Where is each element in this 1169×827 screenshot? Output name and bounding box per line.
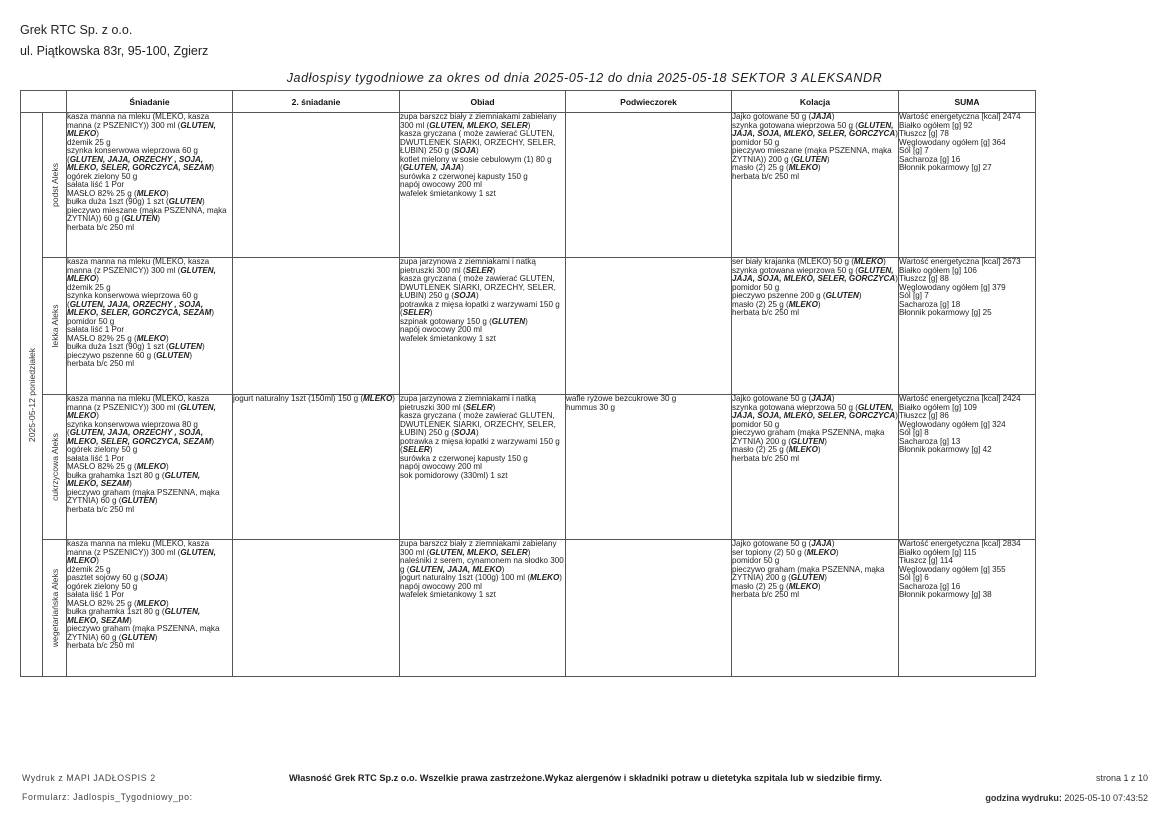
allergen-text: GLUTEN, JAJA, SOJA, MLEKO, SELER, GORCZYCA [732,265,896,283]
meal-item: szynka konserwowa wieprzowa 60 g (GLUTEN, JAJA, ORZECHY , SOJA, MLEKO, SELER, GORCZYCA, SEZAM) [67,146,215,172]
meal-item: sałata liść 1 Por [67,180,125,189]
meal-item: masło (2) 25 g (MLEKO) [732,299,821,309]
nutrition-line: Błonnik pokarmowy [g] 27 [899,163,992,172]
meal-item: MASŁO 82% 25 g (MLEKO) [67,598,169,608]
nutrition-line: Sól [g] 7 [899,291,929,300]
allergen-text: GLUTEN [168,342,202,351]
meal-item: potrawka z mięsa łopatki z warzywami 150 g (SELER) [400,299,560,317]
footer-rights: Własność Grek RTC Sp.z o.o. Wszelkie prawa zastrzeżone.Wykaz alergenów i składniki potraw u dietetyka szpitala lub w siedzibie firmy. [289,773,882,783]
menu-row [21,540,1036,677]
meal-item: Jajko gotowane 50 g (JAJA) [732,394,835,403]
diet-label: cukrzycowa Aleks [49,433,60,501]
nutrition-line: Białko ogółem [g] 115 [899,547,977,557]
menu-body [21,113,1036,677]
meal-cell-2-sniadanie [233,395,400,540]
allergen-text: MLEKO [136,188,166,198]
day-label: 2025-05-12 poniedziałek [26,347,37,442]
nutrition-line: Tłuszcz [g] 86 [899,411,949,420]
allergen-text: GLUTEN [790,573,825,582]
col-header-podwieczorek: Podwieczorek [566,91,732,113]
allergen-text: MLEKO [530,573,560,582]
meal-cell-obiad [400,113,566,258]
diet-cell [43,113,67,258]
allergen-text: GLUTEN [121,496,155,505]
footer-source: Wydruk z MAPI JADŁOSPIS 2 [22,773,156,783]
allergen-text: JAJA [811,539,832,548]
meal-item: ogórek zielony 50 g [67,171,138,181]
nutrition-line: Wartość energetyczna [kcal] 2673 [899,257,1021,266]
allergen-text: GLUTEN, JAJA, ORZECHY , SOJA, MLEKO, SELER, GORCZYCA, SEZAM [67,154,212,172]
meal-item: masło (2) 25 g (MLEKO) [732,445,821,454]
company-address: ul. Piątkowska 83r, 95-100, Zgierz [20,44,209,58]
allergen-text: GLUTEN, MLEKO [67,402,216,420]
allergen-text: GLUTEN, MLEKO, SEZAM [67,607,201,625]
meal-item: bułka duża 1szt (90g) 1 szt (GLUTEN) [67,197,205,206]
print-time-label: godzina wydruku: [985,793,1062,803]
meal-item: masło (2) 25 g (MLEKO) [732,581,821,591]
allergen-text: MLEKO [136,333,166,343]
diet-label: lekka Aleks [49,304,60,348]
diet-label: wegetariańska Aleks [49,568,60,648]
meal-item: pieczywo pszenne 60 g (GLUTEN) [67,350,193,360]
nutrition-line: Białko ogółem [g] 106 [899,265,977,275]
nutrition-line: Sacharoza [g] 16 [899,154,961,164]
meal-item: kasza gryczana ( może zawierać GLUTEN, DWUTLENEK SIARKI, ORZECHY, SELER, ŁUBIN) 250 g (SOJA) [400,274,556,300]
nutrition-line: Sól [g] 7 [899,146,929,155]
meal-item: sałata liść 1 Por [67,453,125,463]
meal-item: pieczywo graham (mąka PSZENNA, mąka ŻYTNIA) 200 g (GLUTEN) [732,564,885,582]
allergen-text: SELER [465,265,493,275]
allergen-text: GLUTEN, MLEKO, SELER [429,547,528,557]
meal-item: MASŁO 82% 25 g (MLEKO) [67,462,169,471]
meal-item: sałata liść 1 Por [67,325,125,334]
meal-item: kasza manna na mleku (MLEKO, kasza manna (z PSZENICY)) 300 ml (GLUTEN, MLEKO) [67,394,216,420]
meal-item: ser topiony (2) 50 g (MLEKO) [732,547,839,557]
meal-cell-kolacja [732,395,899,540]
meal-cell-suma [899,258,1036,395]
corner-cell [21,91,67,113]
meal-item: szynka konserwowa wieprzowa 80 g (GLUTEN, JAJA, ORZECHY , SOJA, MLEKO, SELER, GORCZYCA, SEZAM) [67,419,215,446]
allergen-text: SOJA [453,428,477,437]
meal-item: surówka z czerwonej kapusty 150 g [400,453,528,463]
meal-item: hummus 30 g [566,402,616,412]
meal-item: kasza manna na mleku (MLEKO, kasza manna (z PSZENICY)) 300 ml (GLUTEN, MLEKO) [67,257,216,283]
col-header-2-sniadanie: 2. śniadanie [233,91,400,113]
meal-item: napój owocowy 200 ml [400,462,482,471]
meal-item: herbata b/c 250 ml [67,504,135,514]
meal-cell-kolacja [732,258,899,395]
meal-cell-suma [899,540,1036,677]
nutrition-line: Wartość energetyczna [kcal] 2834 [899,539,1021,548]
allergen-text: MLEKO [853,257,884,266]
meal-cell-2-sniadanie [233,113,400,258]
allergen-text: GLUTEN [156,350,190,360]
meal-item: wafelek śmietankowy 1 szt [400,188,496,198]
allergen-text: GLUTEN, JAJA [402,163,462,172]
allergen-text: SELER [402,445,430,454]
page-number: strona 1 z 10 [1095,773,1148,783]
footer-form: Formularz: Jadlospis_Tygodniowy_po: [22,792,193,802]
nutrition-line: Węglowodany ogółem [g] 379 [899,282,1006,292]
meal-item: herbata b/c 250 ml [67,222,135,232]
nutrition-line: Sól [g] 8 [899,428,929,437]
nutrition-line: Węglowodany ogółem [g] 364 [899,137,1006,147]
meal-item: herbata b/c 250 ml [732,308,800,317]
header-row [21,91,1036,113]
meal-item: napój owocowy 200 ml [400,180,482,189]
meal-item: pieczywo graham (mąka PSZENNA, mąka ŻYTNIA) 200 g (GLUTEN) [732,428,885,446]
allergen-text: SELER [402,308,430,317]
allergen-text: JAJA [811,112,832,121]
allergen-text: GLUTEN [793,154,827,164]
meal-item: kasza manna na mleku (MLEKO, kasza manna (z PSZENICY)) 300 ml (GLUTEN, MLEKO) [67,112,216,138]
meal-cell-sniadanie [67,540,233,677]
menu-table [20,90,1036,677]
meal-item: szynka gotowana wieprzowa 50 g (GLUTEN, JAJA, SOJA, MLEKO, SELER, GORCZYCA) [732,402,898,420]
meal-cell-suma [899,395,1036,540]
col-header-suma: SUMA [899,91,1036,113]
meal-item: szynka gotowana wieprzowa 50 g (GLUTEN, JAJA, SOJA, MLEKO, SELER, GORCZYCA) [732,120,898,138]
meal-item: pieczywo mieszane (mąka PSZENNA, mąka ŻYTNIA)) 60 g (GLUTEN) [67,205,227,223]
allergen-text: GLUTEN, JAJA, SOJA, MLEKO, SELER, GORCZYCA [732,120,896,138]
meal-item: bułka duża 1szt (90g) 1 szt (GLUTEN) [67,342,205,351]
diet-cell [43,540,67,677]
meal-item: herbata b/c 250 ml [67,359,135,368]
meal-item: pieczywo mieszane (mąka PSZENNA, mąka ŻYTNIA)) 200 g (GLUTEN) [732,146,892,164]
menu-row [21,395,1036,540]
company-name: Grek RTC Sp. z o.o. [20,23,133,37]
day-cell [21,113,43,677]
meal-cell-2-sniadanie [233,258,400,395]
meal-item: herbata b/c 250 ml [732,171,800,181]
meal-item: szynka konserwowa wieprzowa 60 g (GLUTEN, JAJA, ORZECHY , SOJA, MLEKO, SELER, GORCZYCA, SEZAM) [67,291,215,317]
meal-item: dżemik 25 g [67,282,111,292]
meal-item: pomidor 50 g [732,419,780,429]
meal-item: pomidor 50 g [67,316,115,326]
meal-item: MASŁO 82% 25 g (MLEKO) [67,333,169,343]
meal-item: ogórek zielony 50 g [67,445,138,454]
diet-cell [43,395,67,540]
meal-item: surówka z czerwonej kapusty 150 g [400,171,528,181]
meal-item: herbata b/c 250 ml [732,453,800,463]
allergen-text: GLUTEN, MLEKO [67,547,216,565]
meal-item: ogórek zielony 50 g [67,581,138,591]
nutrition-line: Sól [g] 6 [899,573,929,582]
meal-item: wafelek śmietankowy 1 szt [400,590,496,599]
nutrition-line: Błonnik pokarmowy [g] 38 [899,590,992,599]
allergen-text: GLUTEN, MLEKO [67,120,216,138]
meal-cell-2-sniadanie [233,540,400,677]
meal-item: bułka grahamka 1szt 80 g (GLUTEN, MLEKO, SEZAM) [67,470,201,488]
meal-item: zupa barszcz biały z ziemniakami zabielany 300 ml (GLUTEN, MLEKO, SELER) [400,539,557,557]
allergen-text: SOJA [143,573,166,582]
meal-item: zupa jarzynowa z ziemniakami i natką pietruszki 300 ml (SELER) [400,257,536,275]
allergen-text: GLUTEN, JAJA, SOJA, MLEKO, SELER, GORCZYCA [732,402,896,420]
meal-item: kasza gryczana ( może zawierać GLUTEN, DWUTLENEK SIARKI, ORZECHY, SELER, ŁUBIN) 250 g (SOJA) [400,411,556,437]
print-time [985,793,1148,803]
nutrition-line: Sacharoza [g] 13 [899,436,961,446]
meal-cell-kolacja [732,540,899,677]
allergen-text: MLEKO [136,598,166,608]
nutrition-line: Tłuszcz [g] 88 [899,274,949,283]
meal-item: masło (2) 25 g (MLEKO) [732,163,821,172]
meal-cell-podwieczorek [566,540,732,677]
meal-item: dżemik 25 g [67,564,111,574]
allergen-text: MLEKO [363,394,393,403]
nutrition-line: Węglowodany ogółem [g] 355 [899,564,1006,574]
meal-cell-kolacja [732,113,899,258]
meal-cell-podwieczorek [566,113,732,258]
nutrition-line: Błonnik pokarmowy [g] 25 [899,308,992,317]
report-title-text: Jadłospisy tygodniowe za okres od dnia 2025-05-12 do dnia 2025-05-18 SEKTOR 3 ALEKSANDR [286,71,883,85]
meal-item: Jajko gotowane 50 g (JAJA) [732,539,835,548]
meal-item: kotlet mielony w sosie cebulowym (1) 80 g (GLUTEN, JAJA) [400,154,552,172]
meal-cell-obiad [400,540,566,677]
meal-cell-sniadanie [67,113,233,258]
meal-item: pomidor 50 g [732,137,780,147]
nutrition-line: Wartość energetyczna [kcal] 2424 [899,394,1021,403]
allergen-text: SOJA [453,291,477,300]
meal-item: pomidor 50 g [732,556,780,565]
allergen-text: GLUTEN, MLEKO, SEZAM [67,470,201,488]
meal-item: wafelek śmietankowy 1 szt [400,333,496,343]
nutrition-line: Sacharoza [g] 16 [899,581,961,591]
menu-row [21,113,1036,258]
meal-cell-podwieczorek [566,395,732,540]
meal-item: jogurt naturalny 1szt (150ml) 150 g (MLEKO) [233,394,395,403]
meal-cell-suma [899,113,1036,258]
allergen-text: SELER [465,402,493,412]
allergen-text: GLUTEN [168,197,202,206]
print-time-value: 2025-05-10 07:43:52 [1064,793,1148,803]
nutrition-line: Białko ogółem [g] 92 [899,120,973,130]
meal-item: szpinak gotowany 150 g (GLUTEN) [400,316,528,326]
allergen-text: GLUTEN [121,632,155,642]
col-header-sniadanie: Śniadanie [67,91,233,113]
meal-item: naleśniki z serem, cynamonem na słodko 300 g (GLUTEN, JAJA, MLEKO) [400,556,564,574]
allergen-text: GLUTEN [124,214,158,223]
allergen-text: GLUTEN [790,436,825,446]
nutrition-line: Tłuszcz [g] 78 [899,129,949,138]
allergen-text: GLUTEN, JAJA, MLEKO [409,564,502,574]
nutrition-line: Białko ogółem [g] 109 [899,402,977,412]
allergen-text: GLUTEN [825,291,859,300]
meal-item: pieczywo graham (mąka PSZENNA, mąka ŻYTNIA) 60 g (GLUTEN) [67,624,220,642]
allergen-text: MLEKO [788,445,818,454]
meal-item: pieczywo graham (mąka PSZENNA, mąka ŻYTNIA) 60 g (GLUTEN) [67,487,220,505]
allergen-text: GLUTEN, MLEKO, SELER [429,120,528,130]
meal-cell-sniadanie [67,258,233,395]
report-title [0,71,1169,85]
allergen-text: GLUTEN, JAJA, ORZECHY , SOJA, MLEKO, SELER, GORCZYCA, SEZAM [67,299,212,317]
allergen-text: JAJA [811,394,832,403]
nutrition-line: Tłuszcz [g] 114 [899,556,953,565]
nutrition-line: Błonnik pokarmowy [g] 42 [899,445,992,454]
meal-cell-obiad [400,395,566,540]
allergen-text: GLUTEN, MLEKO [67,265,216,283]
meal-item: kasza gryczana ( może zawierać GLUTEN, DWUTLENEK SIARKI, ORZECHY, SELER, ŁUBIN) 250 g (SOJA) [400,129,556,155]
meal-item: potrawka z mięsa łopatki z warzywami 150 g (SELER) [400,436,560,454]
allergen-text: SOJA [453,146,477,155]
meal-item: kasza manna na mleku (MLEKO, kasza manna (z PSZENICY)) 300 ml (GLUTEN, MLEKO) [67,539,216,565]
col-header-kolacja: Kolacja [732,91,899,113]
nutrition-line: Wartość energetyczna [kcal] 2474 [899,112,1021,121]
col-header-obiad: Obiad [400,91,566,113]
meal-item: napój owocowy 200 ml [400,581,482,591]
meal-item: MASŁO 82% 25 g (MLEKO) [67,188,169,198]
meal-item: Jajko gotowane 50 g (JAJA) [732,112,835,121]
allergen-text: MLEKO [788,163,818,172]
meal-cell-podwieczorek [566,258,732,395]
meal-item: pasztet sojowy 60 g (SOJA) [67,573,168,582]
meal-item: herbata b/c 250 ml [67,641,135,650]
meal-item: herbata b/c 250 ml [732,590,800,599]
meal-item: pieczywo pszenne 200 g (GLUTEN) [732,291,862,300]
nutrition-line: Węglowodany ogółem [g] 324 [899,419,1006,429]
meal-item: dżemik 25 g [67,137,111,147]
meal-item: ser biały krajanka (MLEKO) 50 g (MLEKO) [732,257,886,266]
meal-item: napój owocowy 200 ml [400,325,482,334]
allergen-text: MLEKO [806,547,836,557]
meal-cell-sniadanie [67,395,233,540]
diet-cell [43,258,67,395]
allergen-text: GLUTEN, JAJA, ORZECHY , SOJA, MLEKO, SELER, GORCZYCA, SEZAM [67,428,212,446]
nutrition-line: Sacharoza [g] 18 [899,299,961,309]
meal-item: sok pomidorowy (330ml) 1 szt [400,470,508,480]
allergen-text: GLUTEN [491,316,526,326]
menu-row [21,258,1036,395]
meal-item: bułka grahamka 1szt 80 g (GLUTEN, MLEKO, SEZAM) [67,607,201,625]
allergen-text: MLEKO [788,299,818,309]
meal-item: zupa jarzynowa z ziemniakami i natką pietruszki 300 ml (SELER) [400,394,536,412]
diet-label: podst Aleks [49,163,60,207]
meal-item: pomidor 50 g [732,282,780,292]
allergen-text: MLEKO [788,581,818,591]
allergen-text: MLEKO [136,462,166,471]
meal-item: zupa barszcz biały z ziemniakami zabielany 300 ml (GLUTEN, MLEKO, SELER) [400,112,557,130]
meal-item: szynka gotowana wieprzowa 50 g (GLUTEN, JAJA, SOJA, MLEKO, SELER, GORCZYCA) [732,265,898,283]
meal-item: wafle ryżowe bezcukrowe 30 g [566,394,677,403]
meal-item: jogurt naturalny 1szt (100g) 100 ml (MLEKO) [400,573,562,582]
meal-cell-obiad [400,258,566,395]
meal-item: sałata liść 1 Por [67,590,125,599]
